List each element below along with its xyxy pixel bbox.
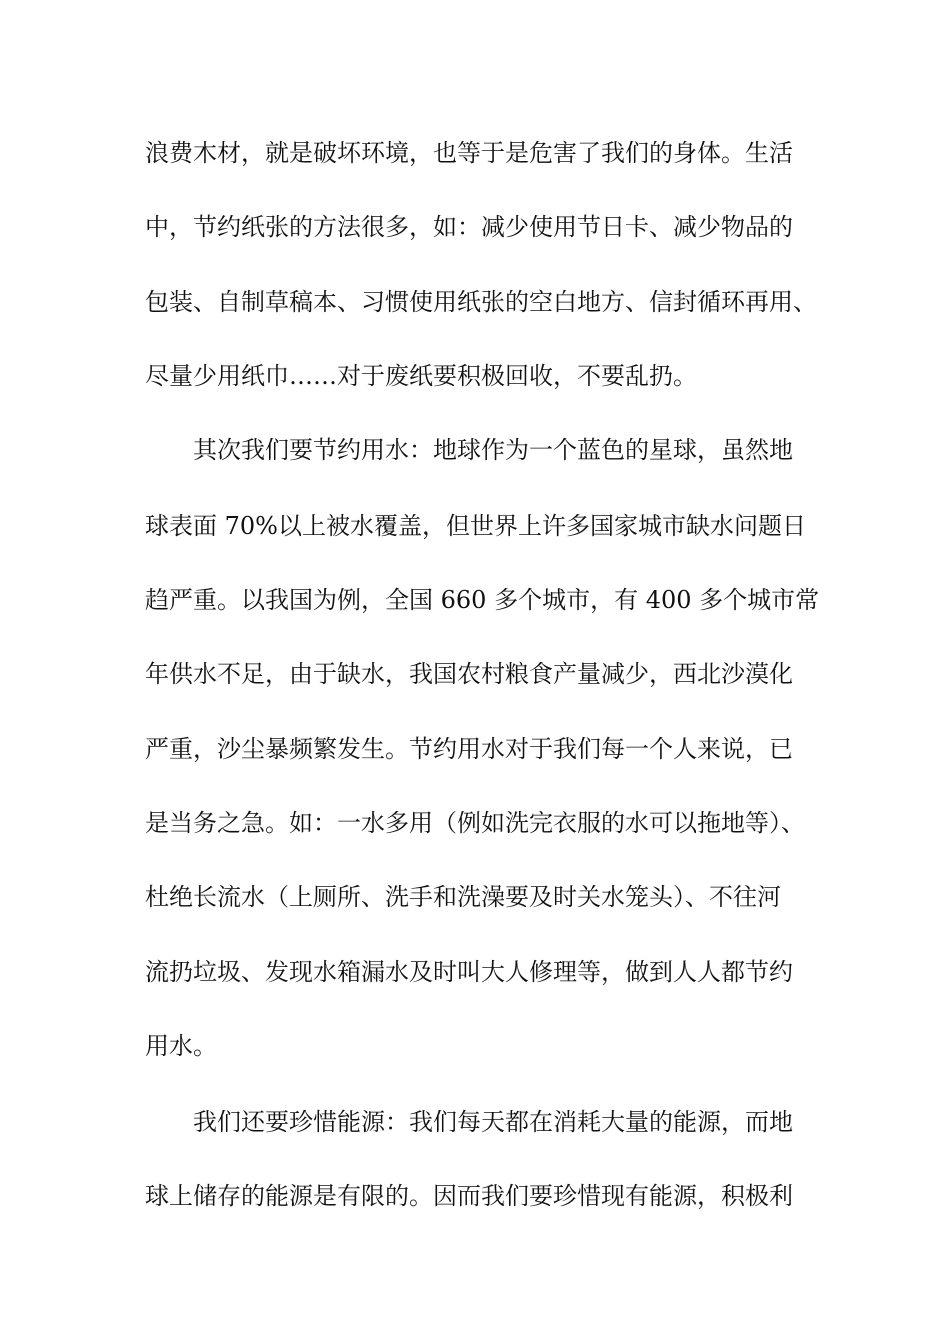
text-line: 包装、自制草稿本、习惯使用纸张的空白地方、信封循环再用、 [145,288,817,316]
text-line: 是当务之急。如：一水多用（例如洗完衣服的水可以拖地等）、 [145,809,805,837]
text-line: 用水。 [145,1032,217,1060]
paragraph-start-line: 其次我们要节约用水：地球作为一个蓝色的星球，虽然地 [193,436,793,464]
text-line: 球上储存的能源是有限的。因而我们要珍惜现有能源，积极利 [145,1182,793,1210]
text-line: 杜绝长流水（上厕所、洗手和洗澡要及时关水笼头）、不往河 [145,883,781,911]
paragraph-start-line: 我们还要珍惜能源：我们每天都在消耗大量的能源，而地 [193,1108,793,1136]
text-line: 球表面 70%以上被水覆盖，但世界上许多国家城市缺水问题日 [145,512,806,540]
text-line: 流扔垃圾、发现水箱漏水及时叫大人修理等，做到人人都节约 [145,958,793,986]
text-line: 趋严重。以我国为例，全国 660 多个城市，有 400 多个城市常 [145,586,820,614]
text-line: 尽量少用纸巾……对于废纸要积极回收，不要乱扔。 [145,362,697,390]
text-line: 中，节约纸张的方法很多，如：减少使用节日卡、减少物品的 [145,213,793,241]
text-line: 严重，沙尘暴频繁发生。节约用水对于我们每一个人来说，已 [145,735,793,763]
text-line: 年供水不足，由于缺水，我国农村粮食产量减少，西北沙漠化 [145,660,793,688]
text-line: 浪费木材，就是破坏环境，也等于是危害了我们的身体。生活 [145,139,793,167]
